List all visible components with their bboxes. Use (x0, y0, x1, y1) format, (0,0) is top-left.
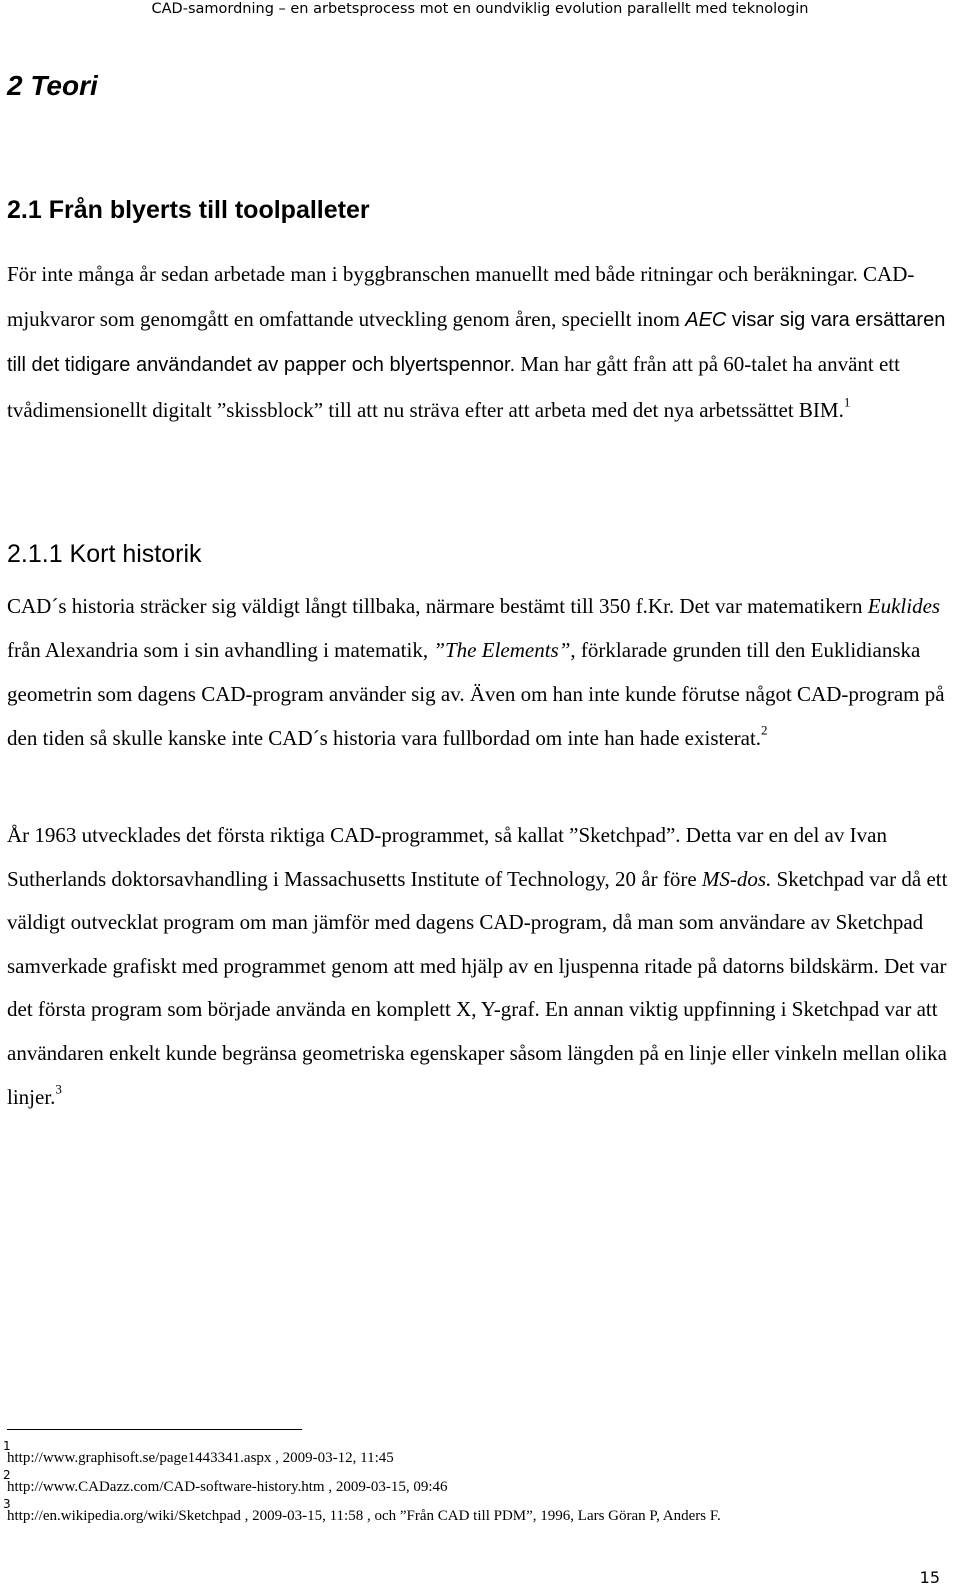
euklides-term: Euklides (867, 594, 941, 618)
history-paragraph-2 (7, 814, 955, 1119)
history-paragraph-1 (7, 584, 955, 760)
subsubsection-title: 2.1.1 Kort historik (7, 540, 202, 568)
page-number: 15 (919, 1568, 940, 1587)
sketchpad-text-b: Sketchpad var då ett väldigt outvecklat program om man jämför med dagens CAD-program, då man som användare av Sketchpad samverkade grafiskt med programmet genom att med hjälp av en ljuspenna ritade på datorns bildskärm. Det var det första program som började använda en komplett X, Y-graf. En annan viktig uppfinning i Sketchpad var att användaren enkelt kunde begränsa geometriska egenskaper såsom längden på en linje eller vinkeln mellan olika linjer. (7, 866, 948, 1109)
footnote-3 (3, 1497, 955, 1531)
footnote-1 (3, 1439, 955, 1473)
history-text-b: från Alexandria som i sin avhandling i matematik, (7, 638, 434, 662)
footnote-number: 2 (3, 1468, 11, 1482)
history-text-a: CAD´s historia sträcker sig väldigt långt tillbaka, närmare bestämt till 350 f.Kr. Det var matematikern (7, 594, 868, 618)
footnote-text: http://en.wikipedia.org/wiki/Sketchpad , 2009-03-15, 11:58 , och ”Från CAD till PDM”, 1996, Lars Göran P, Anders F. (7, 1508, 721, 1524)
section-title: 2 Teori (7, 70, 98, 101)
footnote-text: http://www.graphisoft.se/page1443341.aspx , 2009-03-12, 11:45 (7, 1450, 394, 1466)
footnote-ref-1: 1 (843, 394, 851, 410)
footnote-text: http://www.CADazz.com/CAD-software-history.htm , 2009-03-15, 09:46 (7, 1479, 448, 1495)
history-text-c: , förklarade grunden till den Euklidianska geometrin som dagens CAD-program använder sig av. Även om han inte kunde förutse något CAD-program på den tiden så skulle kanske inte CAD´s historia vara fullbordad om inte han hade existerat. (7, 638, 945, 750)
the-elements-title: ”The Elements” (433, 638, 571, 662)
subsection-title: 2.1 Från blyerts till toolpalleter (7, 196, 370, 224)
intro-text-3: Man har gått från att på 60-talet ha använt ett tvådimensionellt digitalt ”skissblock” till att nu sträva efter att arbeta med det nya arbetssättet BIM. (7, 352, 900, 422)
intro-text-1: För inte många år sedan arbetade man i byggbranschen manuellt med både ritningar och beräkningar. CAD-mjukvaror som genomgått en omfattande utveckling genom åren, speciellt inom (7, 262, 915, 331)
footnote-2 (3, 1468, 955, 1502)
running-header: CAD-samordning – en arbetsprocess mot en oundviklig evolution parallellt med teknologin (151, 1, 809, 17)
footnote-number: 1 (3, 1439, 11, 1453)
ms-dos-term: MS-dos. (701, 866, 772, 891)
footnote-ref-3: 3 (55, 1081, 62, 1097)
sketchpad-text-a: År 1963 utvecklades det första riktiga CAD-programmet, så kallat ”Sketchpad”. Detta var en del av Ivan Sutherlands doktorsavhandling i Massachusetts Institute of Technology, 20 år före (7, 823, 887, 891)
footnote-number: 3 (3, 1497, 11, 1511)
footnote-separator (7, 1429, 302, 1430)
footnotes (3, 1439, 955, 1531)
aec-term: AEC (685, 308, 727, 331)
intro-text-2: visar sig vara ersättaren till det tidigare användandet av papper och blyertspennor. (7, 308, 946, 376)
intro-paragraph (7, 252, 955, 432)
footnote-ref-2: 2 (761, 722, 768, 738)
